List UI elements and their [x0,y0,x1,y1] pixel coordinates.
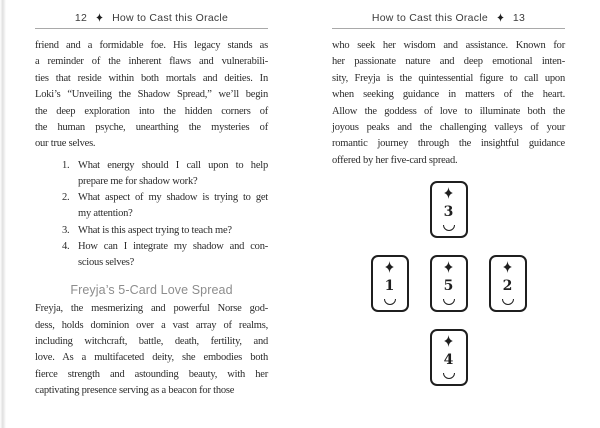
section-heading: Freyja’s 5-Card Love Spread [70,283,233,298]
text-line: the human psyche, unearthing the mysteries of [35,122,268,134]
list-item [62,239,268,271]
list-item-text [78,158,268,190]
text-line: including witchcraft, battle, death, fertility, and [35,336,268,348]
oracle-card [430,329,468,386]
header-title: How to Cast this Oracle [371,11,488,24]
list-item [62,190,268,222]
text-line: Freyja, the mesmerizing and powerful Norse god- [35,303,268,315]
numbered-question-list [62,158,268,271]
text-line: dess, holds dominion over a vast array of realms, [35,319,268,331]
text-line: who seek her wisdom and assistance. Known for [332,40,565,51]
list-item [62,158,268,190]
text-line: romantic journey through the insightful guidance [332,138,565,150]
list-item-number: 3. [62,224,70,236]
text-line: the deep exploration into the hidden corners of [35,105,268,117]
paragraph-freyja-intro [35,301,268,399]
list-item-text [78,223,268,239]
card-sparkle-icon [444,187,453,199]
page-edge-shadow [0,0,6,428]
card-number: 4 [443,352,454,369]
header-rule [35,28,268,29]
card-number: 2 [502,278,513,295]
text-line: ties that reside within both mortals and deities. In [35,72,268,84]
text-line: joyous peaks and the challenging valleys of your [332,122,565,134]
paragraph-loki-shadow [35,38,268,153]
crescent-moon-icon [384,299,396,305]
crescent-moon-icon [443,225,455,231]
text-line: love. As a multifaceted deity, she embodies both [35,352,268,364]
text-line: What is this aspect trying to teach me? [78,224,232,236]
page-number: 12 [74,11,88,24]
card-sparkle-icon [444,335,453,347]
text-line: Loki’s “Unveiling the Shadow Spread,” we’ll begin [35,89,268,101]
paragraph-freyja-spread [332,38,565,169]
oracle-card [430,255,468,312]
page-header [332,10,565,25]
text-line: prepare me for shadow work? [78,176,198,188]
list-item [62,223,268,239]
text-line: What aspect of my shadow is trying to get [78,192,268,204]
card-number: 1 [384,278,395,295]
text-line: sity, Freyja is the quintessential figure to call upon [332,72,565,84]
text-line: fierce strength and astounding beauty, with her [35,368,268,380]
text-line: How can I integrate my shadow and con- [78,240,268,252]
oracle-card [430,181,468,238]
text-line: offered by her five-card spread. [332,154,458,166]
list-item-text [78,239,268,271]
crescent-moon-icon [443,299,455,305]
card-number: 3 [443,204,454,221]
list-item-number: 1. [62,159,70,171]
card-number: 5 [443,278,454,295]
oracle-card [371,255,409,312]
four-pointed-star-icon [96,13,103,22]
header-rule [332,28,565,29]
oracle-card [489,255,527,312]
card-sparkle-icon [444,261,453,273]
page-header [35,10,268,25]
crescent-moon-icon [443,373,455,379]
crescent-moon-icon [502,299,514,305]
four-pointed-star-icon [497,13,504,22]
list-item-number: 4. [62,240,70,252]
five-card-spread-diagram [332,181,565,386]
text-line: her passionate nature and deep emotional inten- [332,56,565,68]
text-line: What energy should I call upon to help [78,159,268,171]
card-sparkle-icon [503,261,512,273]
card-sparkle-icon [385,261,394,273]
page-right [300,0,600,428]
text-line: when seeking guidance in matters of the heart. [332,89,565,101]
page-number: 13 [512,11,526,24]
text-line: captivating presence serving as a beacon for those [35,385,235,397]
header-title: How to Cast this Oracle [112,11,229,24]
list-item-number: 2. [62,192,70,204]
text-line: our true selves. [35,138,96,150]
text-line: friend and a formidable foe. His legacy stands as [35,40,268,51]
text-line: my attention? [78,208,133,220]
text-line: Allow the goddess of love to illuminate both the [332,105,565,117]
text-line: scious selves? [78,257,135,269]
text-line: a reminder of the inherent flaws and vulnerabili- [35,56,268,68]
list-item-text [78,190,268,222]
